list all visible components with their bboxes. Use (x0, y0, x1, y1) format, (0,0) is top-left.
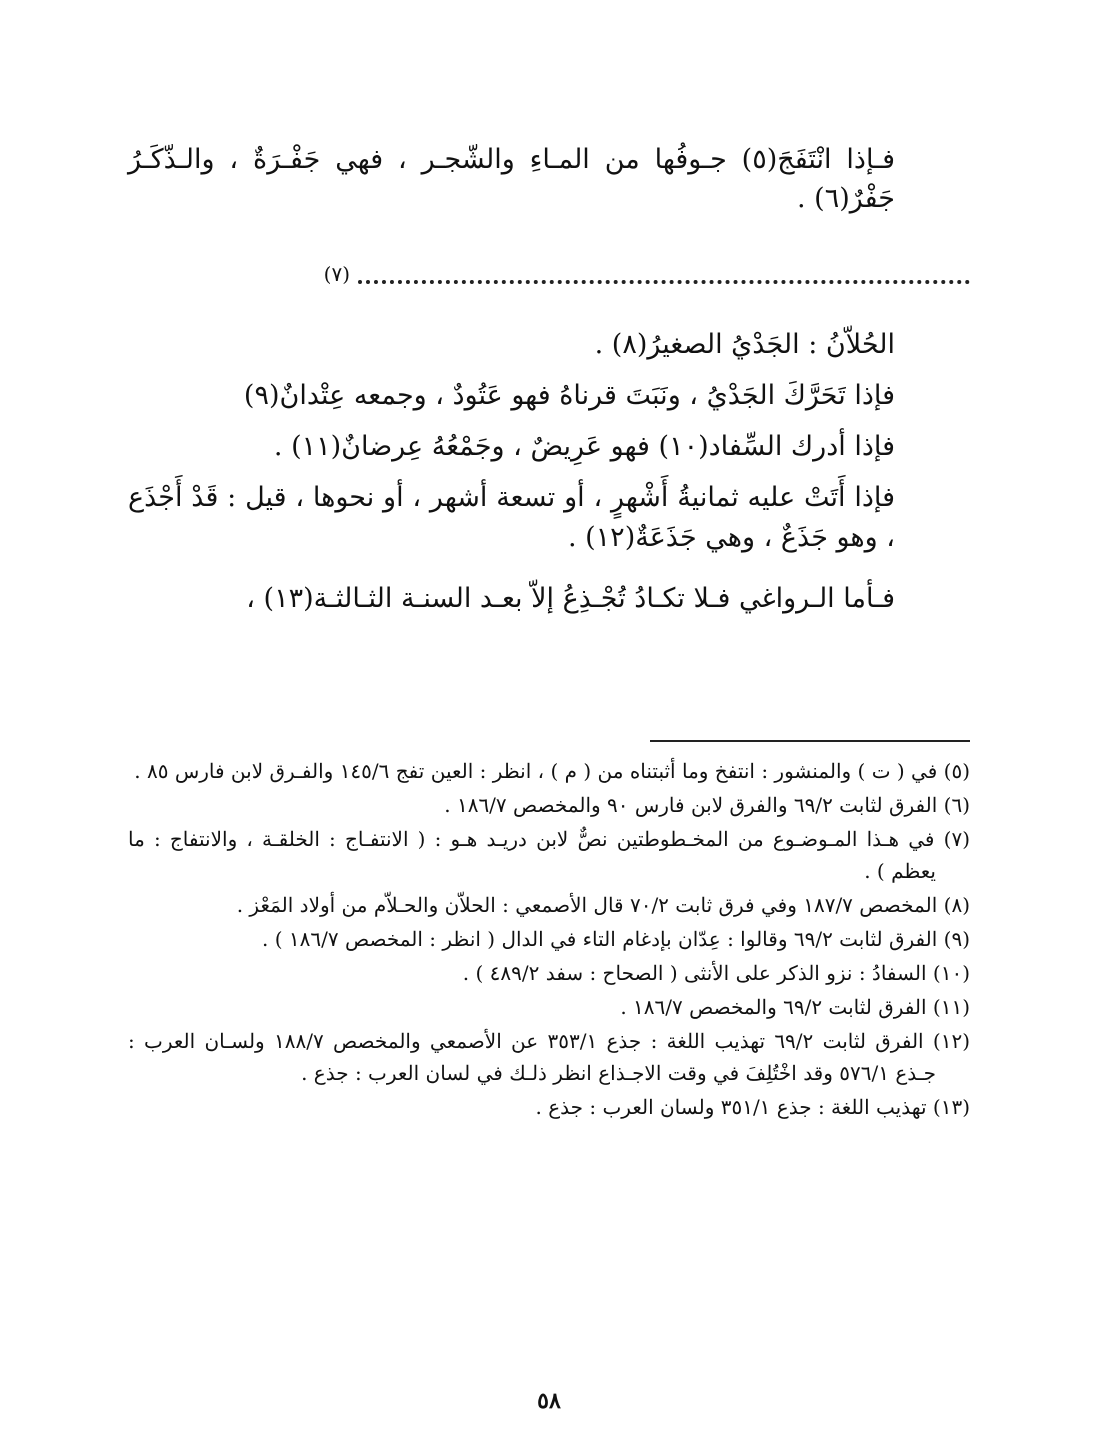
footnote-10: (١٠) السفادُ : نزو الذكر على الأنثى ( الصحاح : سفد ٤٨٩/٢ ) . (462, 961, 970, 985)
footnote-6: (٦) الفرق لثابت ٦٩/٢ والفرق لابن فارس ٩٠ والمخصص ١٨٦/٧ . (444, 793, 970, 817)
footnote-12: (١٢) الفرق لثابت ٦٩/٢ تهذيب اللغة : جذع ٣٥٣/١ عن الأصمعي والمخصص ١٨٨/٧ ولسـان العرب : جـذع ٥٧٦/١ وقد اخْتُلِفَ في وقت الاجـذاع انظر ذلـك في لسان العرب : جذع . (128, 1029, 970, 1085)
paragraph-4: فإذا أدرك السِّفاد(١٠) فهو عَرِيضٌ ، وجَمْعُهُ عِرضانٌ(١١) . (273, 431, 895, 463)
paragraph-3: فإذا تَحَرَّكَ الجَدْيُ ، ونَبَتَ قرناهُ فهو عَتُودٌ ، وجمعه عِتْدانٌ(٩) (243, 380, 895, 412)
page-number: ٥٨ (537, 1388, 561, 1414)
dotted-ellipsis (358, 276, 970, 284)
footnote-8: (٨) المخصص ١٨٧/٧ وفي فرق ثابت ٧٠/٢ قال الأصمعي : الحلاّن والحـلاّم من أولاد المَعْز . (236, 893, 970, 917)
main-text (128, 140, 970, 218)
footnote-7: (٧) في هـذا المـوضـوع من المخـطوطتين نصٌّ لابن دريـد هـو : ( الانتفـاج : الخلقـة ، والانتفاج : ما يعظم ) . (128, 827, 970, 883)
paragraph-5: فإذا أَتَتْ عليه ثمانيةُ أَشْهرٍ ، أو تسعة أشهر ، أو نحوها ، قيل : قَدْ أَجْذَع ، وهو جَذَعٌ ، وهي جَذَعَةٌ(١٢) . (128, 482, 895, 553)
footnote-separator (650, 740, 970, 742)
footnote-9: (٩) الفرق لثابت ٦٩/٢ وقالوا : عِدّان بإدغام التاء في الدال ( انظر : المخصص ١٨٦/٧ ) . (262, 927, 970, 951)
footnote-11: (١١) الفرق لثابت ٦٩/٢ والمخصص ١٨٦/٧ . (620, 995, 970, 1019)
paragraph-2: الحُلاّنُ : الجَدْيُ الصغيرُ(٨) . (594, 329, 895, 360)
paragraph-1: فـإذا انْتَفَجَ(٥) جـوفُها من المـاءِ والشّجـر ، فهي جَفْـرَةٌ ، والـذّكَـرُ جَفْرٌ(٦) . (128, 144, 895, 215)
footnote-13: (١٣) تهذيب اللغة : جذع ٣٥١/١ ولسان العرب : جذع . (535, 1095, 970, 1119)
omitted-text-line (128, 262, 970, 302)
omission-note-marker: (٧) (323, 262, 350, 286)
footnote-5: (٥) في ( ت ) والمنشور : انتفخ وما أثبتناه من ( م ) ، انظر : العين تفج ١٤٥/٦ والفـرق لابن فارس ٨٥ . (134, 759, 970, 783)
paragraph-6: فـأما الـرواغي فـلا تكـادُ تُجْـذِعُ إلاّ بعـد السنـة الثـالثـة(١٣) ، (246, 582, 895, 614)
main-text-continued (128, 325, 970, 618)
footnotes (128, 755, 970, 1125)
